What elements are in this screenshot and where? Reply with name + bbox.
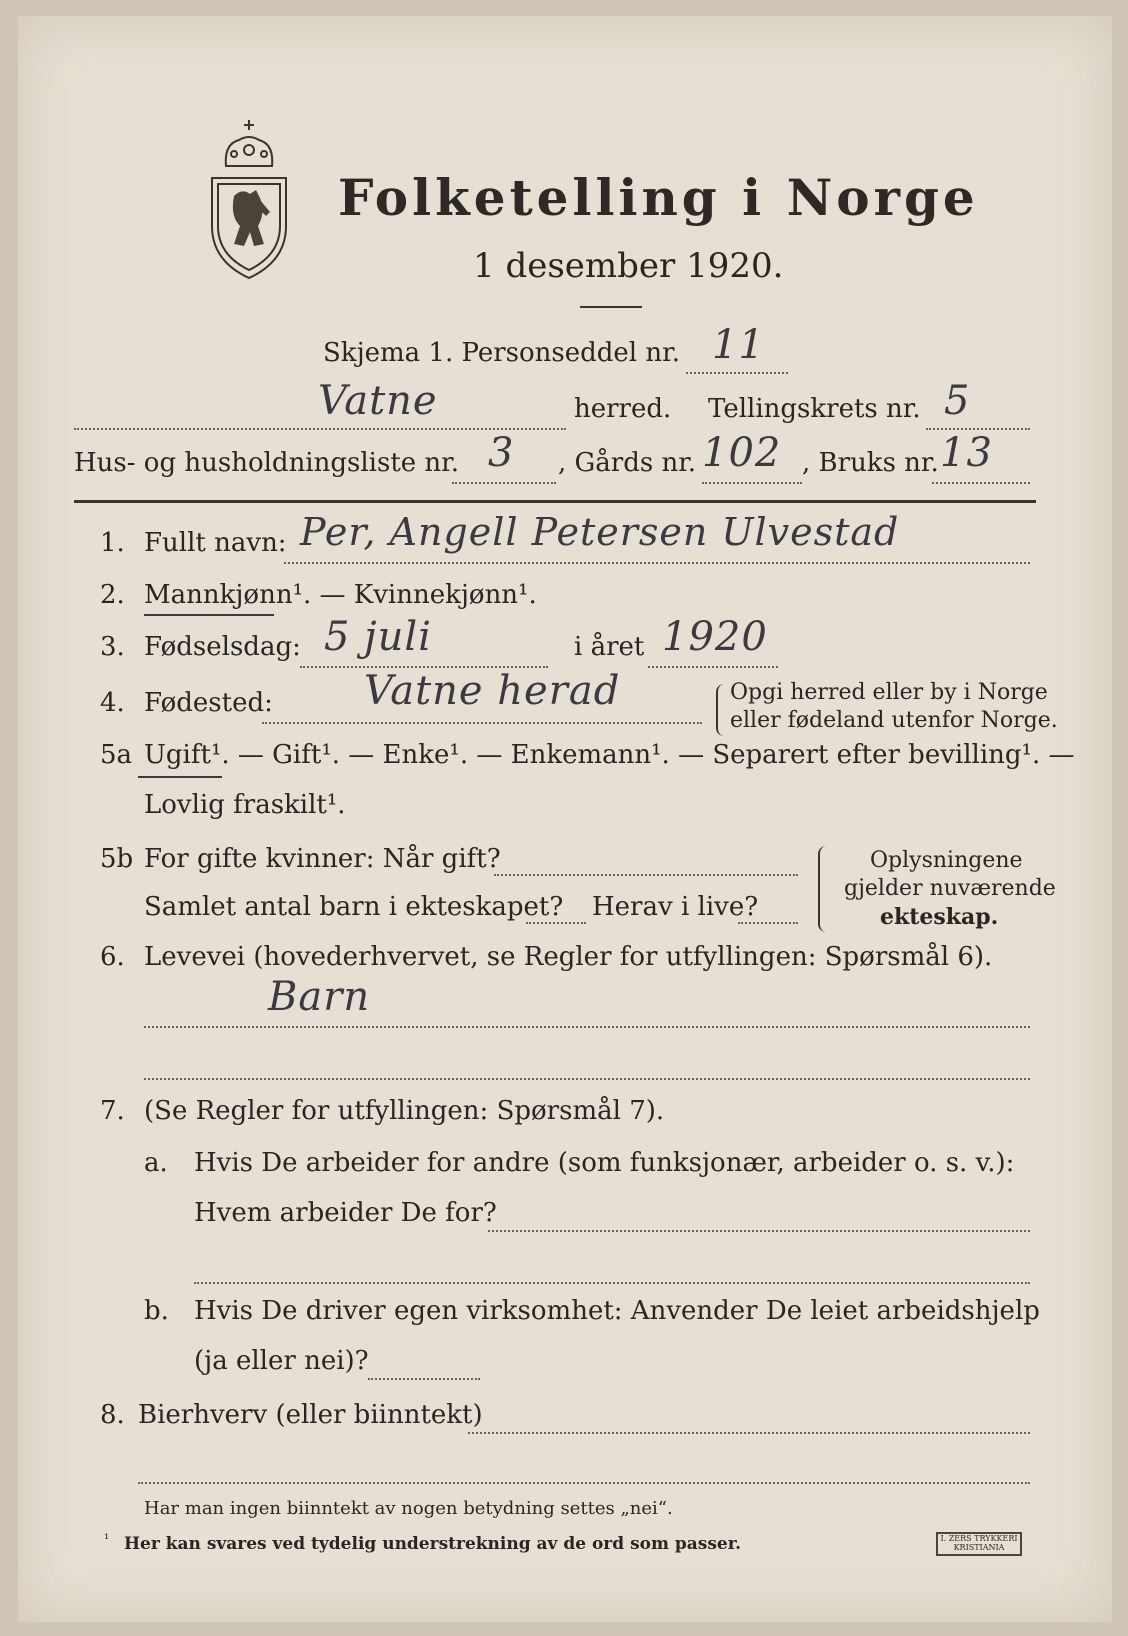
q5b-line-2b: Herav i live? [592, 892, 759, 922]
q8-number: 8. [100, 1400, 125, 1430]
q2-underline-mannkjonn [144, 614, 274, 616]
birth-year-value: 1920 [662, 614, 768, 660]
q7b-line-2: (ja eller nei)? [194, 1346, 369, 1376]
nei-note: Har man ingen biinntekt av nogen betydning settes „nei“. [144, 1498, 673, 1519]
q5a-line-1: Ugift¹. — Gift¹. — Enke¹. — Enkemann¹. — Separert efter bevilling¹. — [144, 740, 1075, 770]
q7a-dots-2 [194, 1282, 1030, 1284]
census-date: 1 desember 1920. [473, 246, 784, 286]
gards-value: 102 [702, 430, 782, 476]
q2-number: 2. [100, 580, 125, 610]
coat-of-arms-icon [204, 116, 294, 281]
q5b-note-2: gjelder nuværende [844, 876, 1056, 901]
q4-note-2: eller fødeland utenfor Norge. [730, 708, 1058, 733]
q8-dots-2 [138, 1482, 1030, 1484]
full-name-value: Per, Angell Petersen Ulvestad [300, 510, 900, 554]
q5b-number: 5b [100, 844, 134, 874]
q1-dots [284, 562, 1030, 564]
q8-dots-1 [468, 1432, 1030, 1434]
q7a-number: a. [144, 1148, 168, 1178]
q6-label: Levevei (hovederhvervet, se Regler for utfyllingen: Spørsmål 6). [144, 942, 993, 972]
bruks-dots [932, 482, 1030, 484]
q4-dots [262, 722, 702, 724]
birthday-value: 5 juli [324, 614, 432, 660]
printer-stamp: I. ZERS TRYKKERI KRISTIANIA [936, 1532, 1022, 1556]
gards-label: , Gårds nr. [558, 448, 697, 478]
q5b-dots-2 [526, 922, 586, 924]
skjema-dots [686, 372, 788, 374]
q5b-dots-1 [494, 874, 798, 876]
birthplace-value: Vatne herad [364, 668, 621, 714]
header-divider [74, 500, 1036, 503]
q7a-line-2: Hvem arbeider De for? [194, 1198, 497, 1228]
q7b-number: b. [144, 1296, 169, 1326]
q7a-dots-1 [488, 1230, 1030, 1232]
bruks-value: 13 [940, 430, 993, 476]
form-title: Folketelling i Norge [338, 168, 979, 227]
husliste-value: 3 [488, 430, 515, 476]
q4-label: Fødested: [144, 688, 273, 718]
husliste-dots [452, 482, 556, 484]
q4-number: 4. [100, 688, 125, 718]
divider-short [580, 306, 642, 308]
q7a-line-1: Hvis De arbeider for andre (som funksjonær, arbeider o. s. v.): [194, 1148, 1015, 1178]
q1-label: Fullt navn: [144, 528, 287, 558]
q3-number: 3. [100, 632, 125, 662]
q5b-dots-3 [738, 922, 798, 924]
q1-number: 1. [100, 528, 125, 558]
q4-note-1: Opgi herred eller by i Norge [730, 680, 1048, 705]
q8-label: Bierhverv (eller biinntekt) [138, 1400, 483, 1430]
footnote-mark: ¹ [104, 1532, 110, 1547]
herred-value: Vatne [318, 378, 438, 424]
skjema-label: Skjema 1. Personseddel nr. [323, 338, 680, 368]
q6-dots-2 [144, 1078, 1030, 1080]
husliste-label: Hus- og husholdningsliste nr. [74, 448, 460, 478]
q2-label: Mannkjønn¹. — Kvinnekjønn¹. [144, 580, 537, 610]
q5b-note-1: Oplysningene [870, 848, 1023, 873]
herred-label: herred. [574, 394, 672, 424]
q5b-line-2a: Samlet antal barn i ekteskapet? [144, 892, 564, 922]
personseddel-number: 11 [712, 322, 765, 368]
year-label: i året [574, 632, 645, 662]
q7-number: 7. [100, 1096, 125, 1126]
q3-label: Fødselsdag: [144, 632, 301, 662]
q5b-brace [818, 846, 828, 932]
q5a-underline-ugift [138, 776, 222, 778]
q6-number: 6. [100, 942, 125, 972]
bruks-label: , Bruks nr. [802, 448, 939, 478]
occupation-value: Barn [268, 974, 371, 1020]
q6-dots-1 [144, 1026, 1030, 1028]
q7b-dots [368, 1378, 480, 1380]
q5b-line-1: For gifte kvinner: Når gift? [144, 844, 501, 874]
census-form [18, 16, 1112, 1622]
footnote: Her kan svares ved tydelig understrekning av de ord som passer. [124, 1534, 742, 1554]
q4-brace [716, 684, 724, 736]
q5a-number: 5a [100, 740, 133, 770]
q5b-note-3: ekteskap. [880, 904, 999, 930]
q7-label: (Se Regler for utfyllingen: Spørsmål 7). [144, 1096, 665, 1126]
tellingskrets-value: 5 [944, 378, 971, 424]
tellingskrets-label: Tellingskrets nr. [708, 394, 921, 424]
gards-dots [702, 482, 802, 484]
q5a-line-2: Lovlig fraskilt¹. [144, 790, 346, 820]
year-dots [648, 666, 778, 668]
q7b-line-1: Hvis De driver egen virksomhet: Anvender De leiet arbeidshjelp [194, 1296, 1040, 1326]
